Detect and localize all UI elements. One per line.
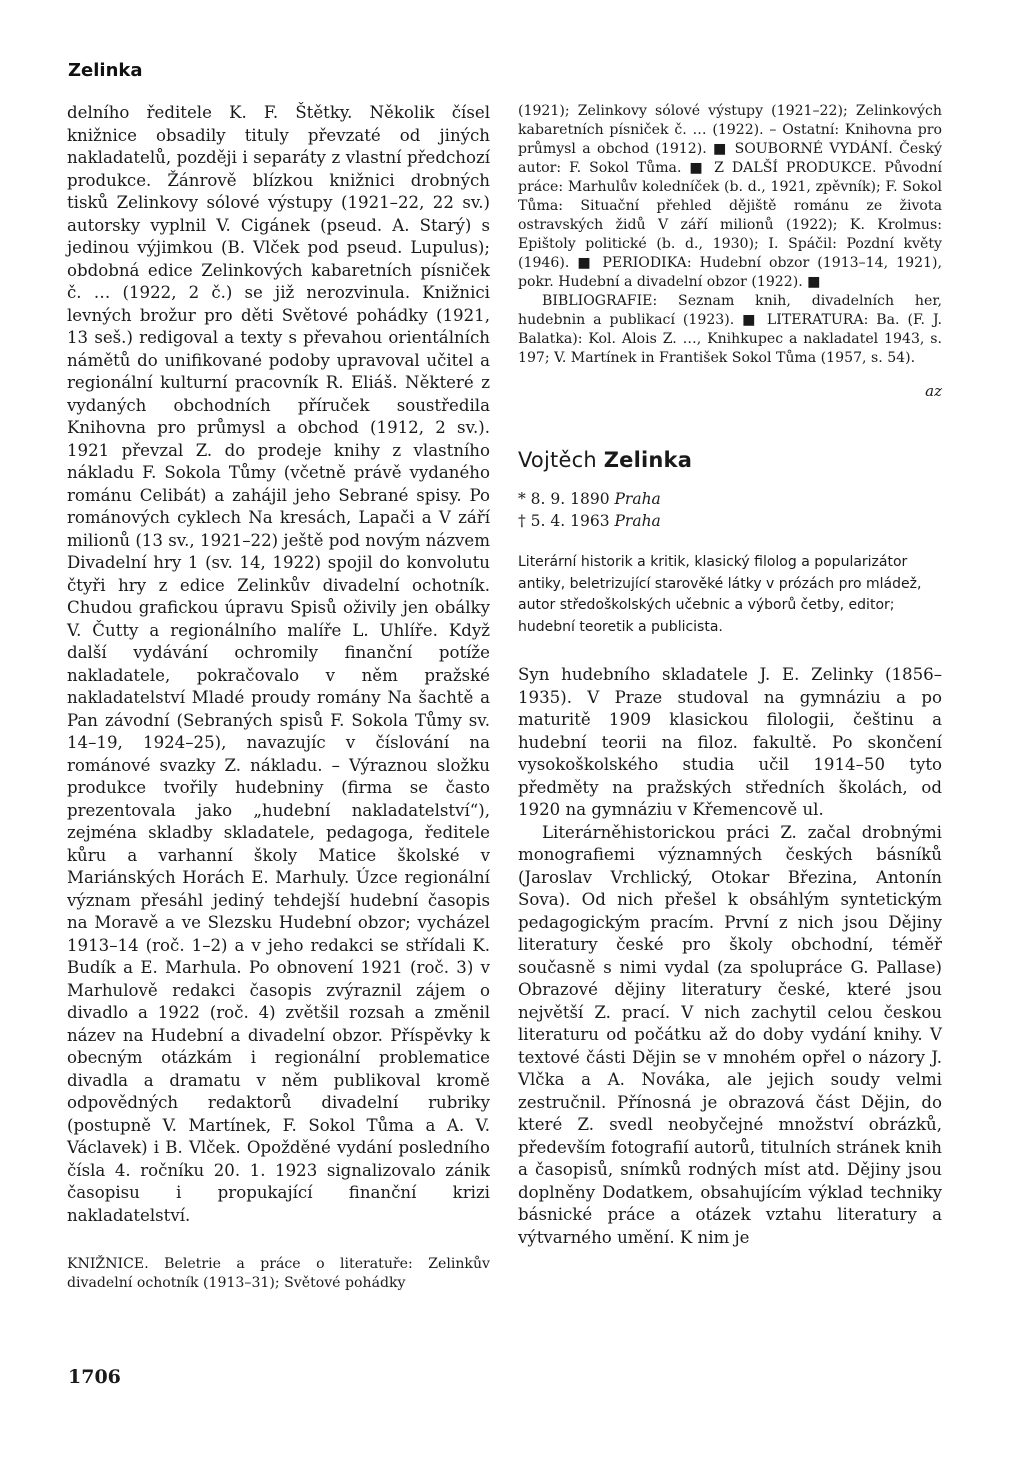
left-column <box>67 102 490 1293</box>
death-line <box>518 510 942 532</box>
entry-body <box>518 664 942 1249</box>
birth-place: Praha <box>614 490 661 508</box>
entry-surname: Zelinka <box>603 448 693 472</box>
right-continuation: (1921); Zelinkovy sólové výstupy (1921–22); Zelinkových kabaretních písniček č. … (1922). – Ostatní: Knihovna pro průmysl a obchod (1912). ■ SOUBORNÉ VYDÁNÍ. Český autor: F. Sokol Tůma. ■ Z DALŠÍ PRODUKCE. Původní práce: Marhulův koledníček (b. d., 1921, zpěvník); F. Sokol Tůma: Situační přehled dějiště románu ze života ostravských židů V září milionů (1922); K. Krolmus: Epištoly politické (b. d., 1930); I. Spáčil: Pozdní květy (1946). ■ PERIODIKA: Hudební obzor (1913–14, 1921), pokr. Hudební a divadelní obzor (1922). ■ <box>518 103 942 290</box>
right-column <box>518 102 942 1249</box>
life-dates <box>518 488 942 532</box>
entry-title <box>518 448 942 472</box>
birth-date: * 8. 9. 1890 <box>518 490 610 508</box>
right-paragraph-2: Literárněhistorickou práci Z. začal drobnými monografiemi významných českých básníků (Jaroslav Vrchlický, Otokar Březina, Antonín Sova). Od nich přešel k obsáhlým syntetickým pedagogickým pracím. První z nich jsou Dějiny literatury české pro školy obchodní, téměř současně s nimi vydal (za spolupráce G. Pallase) Obrazové dějiny literatury české, které jsou největší Z. prací. V nich zachytil celou českou literaturu od počátku až do doby vydání knihy. V textové části Dějin se v mnohém opřel o názory J. Vlčka a A. Nováka, ale jejich soudy velmi zestručnil. Přínosná je obrazová část Dějin, do které Z. svedl neobyčejné množství obrázků, především fotografií autorů, titulních stránek knih a časopisů, snímků rodných míst atd. Dějiny jsou doplněny Dodatkem, obsahujícím výklad techniky básnické práce a otázek vztahu literatury a výtvarného umění. K nim je <box>518 822 942 1247</box>
running-head: Zelinka <box>68 60 143 81</box>
author-signature: az <box>925 382 942 400</box>
left-paragraph-1: delního ředitele K. F. Štětky. Několik čísel knižnice obsadily tituly převzaté od jiných nakladatelů, později i separáty z vlastní předchozí produkce. Žánrově blízkou knižnici drobných tisků Zelinkovy sólové výstupy (1921–22, 22 sv.) autorsky vyplnil V. Cigánek (pseud. A. Starý) s jedinou výjimkou (B. Vlček pod pseud. Lupulus); obdobná edice Zelinkových kabaretních písniček č. … (1922, 2 č.) se již nerozvinula. Knižnici levných brožur pro děti Světové pohádky (1921, 13 seš.) redigoval a texty s převahou orientálních námětů do unifikované podoby upravoval učitel a regionální kulturní pracovník R. Eliáš. Některé z vydaných obchodních příruček soustředila Knihovna pro průmysl a obchod (1912, 2 sv.). 1921 převzal Z. do prodeje knihy z vlastního nákladu F. Sokola Tůmy (včetně právě vydaného románu Celibát) a zahájil jeho Sebrané spisy. Po románových cyklech Na kresách, Lapači a V září milionů (13 sv., 1921–22) ještě pod novým názvem Divadelní hry 1 (sv. 14, 1922) spojil do konvolutu čtyři hry z edice Zelinkův divadelní ochotník. Chudou grafickou úpravu Spisů oživily jen obálky V. Čutty a regionálního malíře L. Uhlíře. Když další vydávání ochromily finanční potíže nakladatele, pokračovalo v něm pražské nakladatelství Mladé proudy romány Na šachtě a Pan závodní (Sebraných spisů F. Sokola Tůmy sv. 14–19, 1924–25), navazujíc v číslování na románové svazky Z. nákladu. – Výraznou složku produkce tvořily hudebniny (firma se často prezentovala jako „hudební nakladatelství“), zejména skladby skladatele, pedagoga, ředitele kůru a varhanní školy Matice školské v Mariánských Horách E. Marhuly. Úzce regionální význam přesáhl jediný tehdejší hudební časopis na Moravě a ve Slezsku Hudební obzor; vycházel 1913–14 (roč. 1–2) a v jeho redakci se střídali K. Budík a E. Marhula. Po obnovení 1921 (roč. 3) v Marhulově redakci časopis zvýraznil zájem o divadlo a 1922 (roč. 4) zvětšil rozsah a změnil název na Hudební a divadelní obzor. Příspěvky k obecným otázkám i regionální problematice divadla a dramatu v něm publikoval kromě odpovědných redaktorů divadelní rubriky (postupně V. Martínek, F. Sokol Tůma a A. V. Václavek) i B. Vlček. Opožděné vydání posledního čísla 4. ročníku 20. 1. 1923 signalizovalo zánik časopisu i propukající finanční krizi nakladatelství. <box>67 103 490 1225</box>
page-number: 1706 <box>68 1366 121 1388</box>
death-date: † 5. 4. 1963 <box>518 512 610 530</box>
knižnice-lead: KNIŽNICE. <box>67 1256 149 1272</box>
knižnice-section <box>67 1255 490 1293</box>
entry-first-name: Vojtěch <box>518 448 597 472</box>
entry-summary: Literární historik a kritik, klasický filolog a popularizátor antiky, beletrizující starověké látky v prózách pro mládež, autor středoškolských učebnic a výborů četby, editor; hudební teoretik a publicista. <box>518 554 922 635</box>
death-place: Praha <box>614 512 661 530</box>
right-paragraph-1: Syn hudebního skladatele J. E. Zelinky (1856–1935). V Praze studoval na gymnáziu a po maturitě 1909 klasickou filologii, češtinu a hudební teorii na filoz. fakultě. Po skončení vysokoškolského studia učil 1914–50 tyto předměty na pražských středních školách, od 1920 na gymnáziu v Křemencově ul. <box>518 665 942 819</box>
birth-line <box>518 488 942 510</box>
knižnice-text: Beletrie a práce o literatuře: Zelinkův divadelní ochotník (1913–31); Světové pohádky <box>67 1256 490 1291</box>
bibliografie: BIBLIOGRAFIE: Seznam knih, divadelních her, hudebnin a publikací (1923). ■ LITERATURA: Ba. (F. J. Balatka): Kol. Alois Z. …, Knihkupec a nakladatel 1943, s. 197; V. Martínek in František Sokol Tůma (1957, s. 54). <box>518 293 942 366</box>
